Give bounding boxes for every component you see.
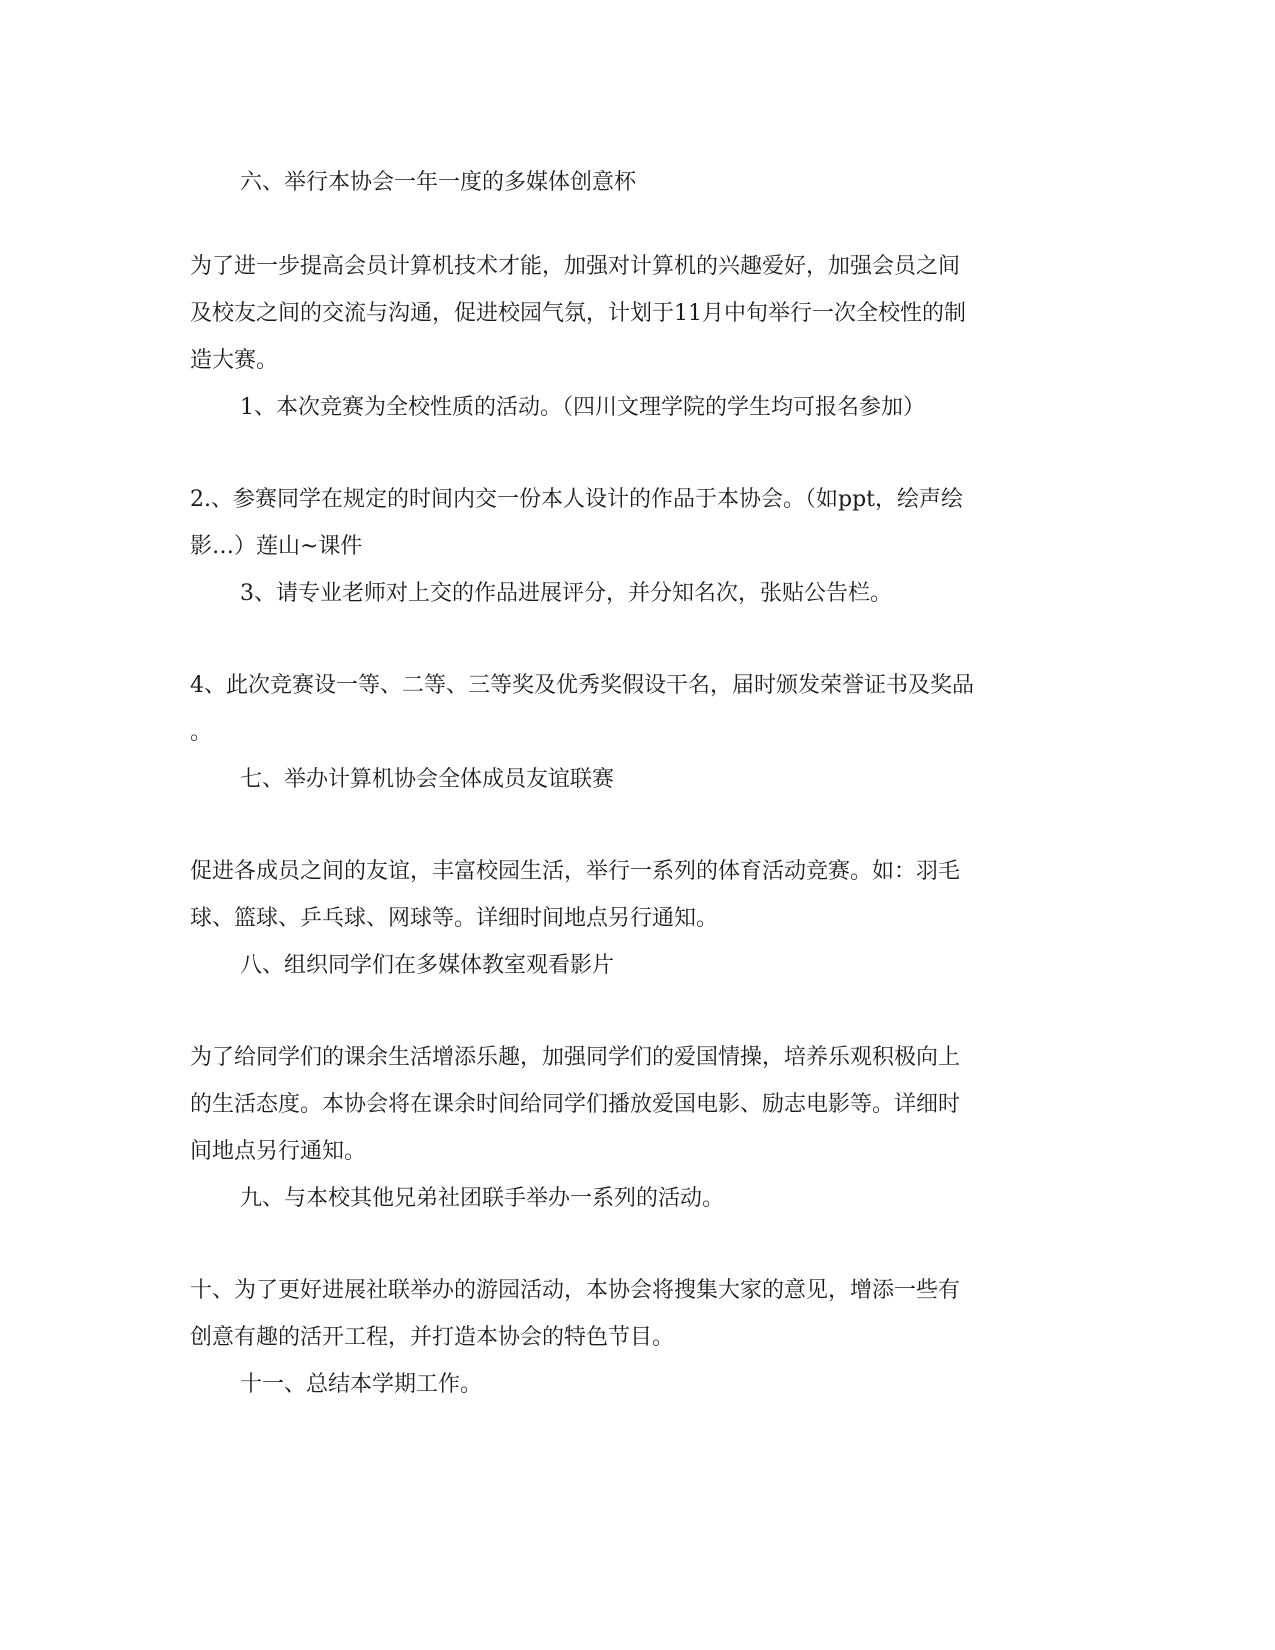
list-item-2: 2.、参赛同学在规定的时间内交一份本人设计的作品于本协会。（如ppt，绘声绘 — [190, 487, 963, 512]
section-heading-8: 八、组织同学们在多媒体教室观看影片 — [240, 953, 615, 978]
paragraph-line: 的生活态度。本协会将在课余时间给同学们播放爱国电影、励志电影等。详细时 — [190, 1092, 961, 1117]
list-item-1: 1、本次竞赛为全校性质的活动。（四川文理学院的学生均可报名参加） — [240, 395, 925, 420]
list-item-4: 4、此次竞赛设一等、二等、三等奖及优秀奖假设干名，届时颁发荣誉证书及奖品 — [190, 673, 974, 698]
paragraph-line: 影…）莲山~课件 — [190, 534, 363, 559]
paragraph-line: 创意有趣的活开工程，并打造本协会的特色节目。 — [190, 1325, 675, 1350]
section-heading-7: 七、举办计算机协会全体成员友谊联赛 — [240, 767, 615, 792]
section-heading-11: 十一、总结本学期工作。 — [240, 1372, 483, 1397]
section-heading-6: 六、举行本协会一年一度的多媒体创意杯 — [240, 170, 637, 195]
list-item-3: 3、请专业老师对上交的作品进展评分，并分知名次，张贴公告栏。 — [240, 581, 892, 606]
paragraph-line: 间地点另行通知。 — [190, 1139, 367, 1164]
paragraph-line: 为了给同学们的课余生活增添乐趣，加强同学们的爱国情操，培养乐观积极向上 — [190, 1045, 961, 1070]
section-heading-10: 十、为了更好进展社联举办的游园活动，本协会将搜集大家的意见，增添一些有 — [190, 1278, 961, 1303]
section-heading-9: 九、与本校其他兄弟社团联手举办一系列的活动。 — [240, 1186, 725, 1211]
paragraph-line: 促进各成员之间的友谊，丰富校园生活，举行一系列的体育活动竞赛。如：羽毛 — [190, 859, 961, 884]
paragraph-line: 球、篮球、乒乓球、网球等。详细时间地点另行通知。 — [190, 906, 719, 931]
paragraph-line: 造大赛。 — [190, 348, 279, 373]
paragraph-line: 。 — [190, 720, 213, 745]
paragraph-line: 为了进一步提高会员计算机技术才能，加强对计算机的兴趣爱好，加强会员之间 — [190, 254, 961, 279]
paragraph-line: 及校友之间的交流与沟通，促进校园气氛，计划于11月中旬举行一次全校性的制 — [190, 301, 966, 326]
